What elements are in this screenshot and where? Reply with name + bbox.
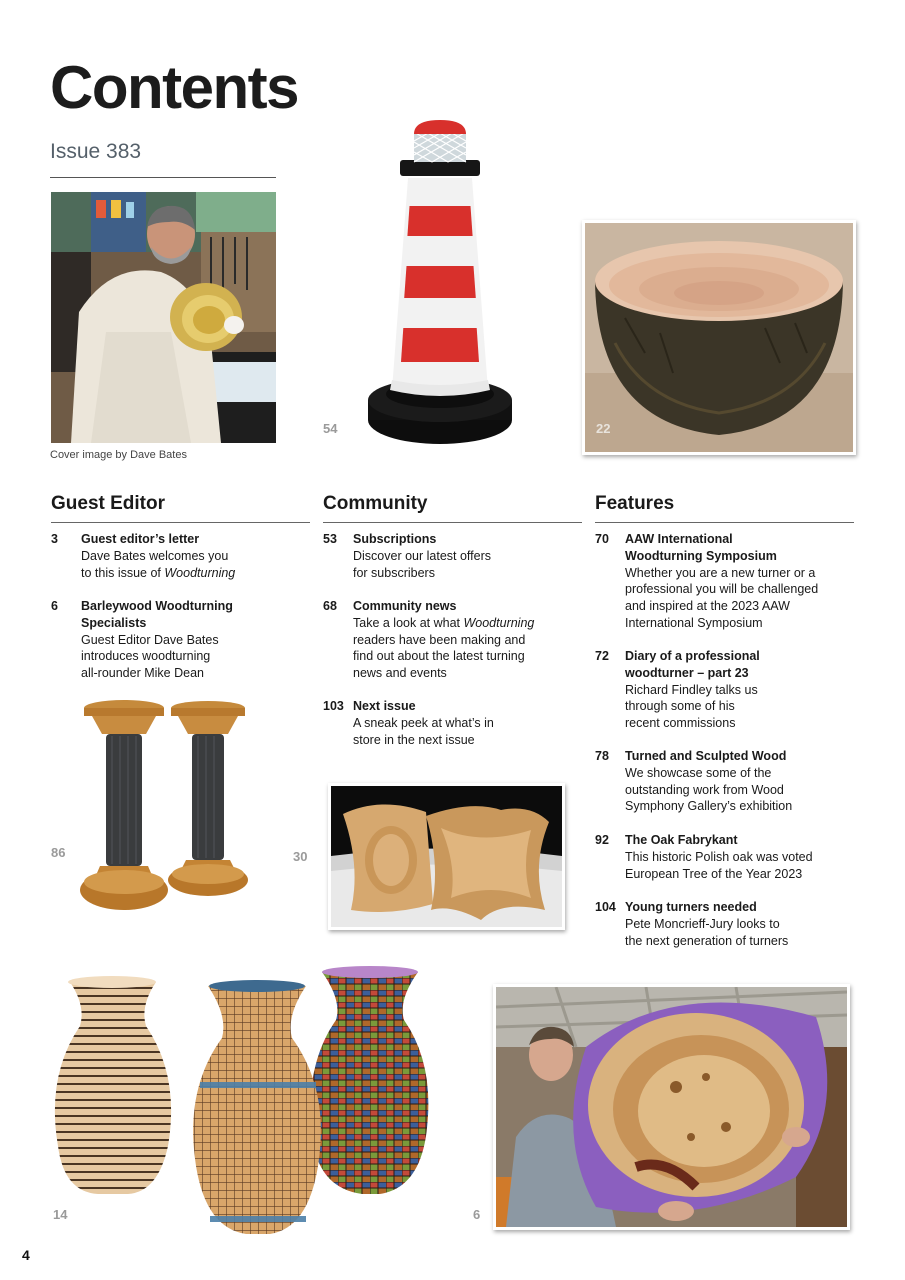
toc-entry-desc: recent commissions — [625, 716, 736, 731]
toc-entry-desc: outstanding work from Wood — [625, 782, 784, 797]
toc-entry-desc: professional you will be challenged — [625, 582, 819, 597]
toc-entry-desc: Symphony Gallery’s exhibition — [625, 799, 793, 814]
toc-entry-desc-text: to this issue of — [81, 565, 165, 580]
page-ref-bowl: 22 — [596, 421, 611, 436]
toc-entry-title: Community news — [353, 599, 457, 613]
cover-photo-illustration — [51, 192, 276, 443]
page-folio: 4 — [22, 1247, 30, 1263]
toc-entry-title: The Oak Fabrykant — [625, 833, 738, 847]
toc-page-number: 92 — [595, 833, 609, 847]
vases-illustration — [50, 966, 432, 1238]
burl-bowl-photo — [493, 984, 850, 1230]
vases-image — [50, 966, 432, 1238]
toc-entry-desc: A sneak peek at what’s in — [353, 715, 494, 730]
toc-entry-desc: through some of his — [625, 699, 735, 714]
toc-entry[interactable] — [595, 531, 845, 632]
toc-entry-desc: We showcase some of the — [625, 765, 772, 780]
toc-entry-title: Barleywood Woodturning Specialists — [81, 599, 233, 630]
toc-entry-desc: the next generation of turners — [625, 933, 789, 948]
toc-entry[interactable] — [595, 648, 845, 732]
toc-page-number: 103 — [323, 699, 344, 713]
toc-entry-desc: readers have been making and — [353, 632, 526, 647]
toc-page-number: 70 — [595, 532, 609, 546]
toc-page-number: 68 — [323, 599, 337, 613]
candlesticks-illustration — [78, 696, 258, 912]
toc-page-number: 72 — [595, 649, 609, 663]
toc-entry-title: Turned and Sculpted Wood — [625, 749, 787, 763]
toc-entry-desc: store in the next issue — [353, 732, 475, 747]
cover-photo — [51, 192, 276, 443]
toc-entry-desc: European Tree of the Year 2023 — [625, 866, 803, 881]
toc-entry[interactable] — [323, 531, 573, 581]
toc-entry-title: AAW International — [625, 532, 733, 546]
toc-entry-desc: for subscribers — [353, 565, 435, 580]
toc-entry-desc: Dave Bates welcomes you — [81, 548, 229, 563]
page-title: Contents — [50, 54, 298, 121]
toc-entry-desc: Pete Moncrieff-Jury looks to — [625, 916, 780, 931]
candlesticks-image — [78, 696, 258, 912]
toc-entry-desc: This historic Polish oak was voted — [625, 849, 813, 864]
page-ref-lighthouse: 54 — [323, 421, 338, 436]
toc-page-number: 3 — [51, 532, 58, 546]
toc-entry-desc-text: Take a look at what — [353, 615, 464, 630]
magazine-name: Woodturning — [463, 615, 535, 630]
section-divider-features — [595, 522, 854, 523]
toc-entry[interactable] — [51, 531, 301, 581]
toc-entry-desc: find out about the latest turning — [353, 649, 525, 664]
toc-entry-desc: Guest Editor Dave Bates — [81, 632, 219, 647]
section-heading-community: Community — [323, 493, 428, 514]
toc-entry[interactable] — [51, 598, 301, 682]
toc-entry-title: Diary of a professional — [625, 649, 760, 663]
toc-entry-title: Young turners needed — [625, 900, 757, 914]
carved-bowl-photo — [582, 220, 856, 455]
toc-entry-title: Next issue — [353, 699, 416, 713]
page-ref-sculpture: 30 — [293, 849, 308, 864]
section-heading-features: Features — [595, 493, 675, 514]
toc-entry-desc: all-rounder Mike Dean — [81, 666, 204, 681]
toc-entry-title: Woodturning Symposium — [625, 548, 777, 563]
lighthouse-image — [364, 118, 514, 448]
toc-page-number: 53 — [323, 532, 337, 546]
toc-entry-desc: International Symposium — [625, 615, 763, 630]
toc-entry-title: Guest editor’s letter — [81, 532, 200, 546]
section-divider-guest-editor — [51, 522, 310, 523]
burl-bowl-illustration — [496, 987, 847, 1227]
toc-entry-desc: and inspired at the 2023 AAW — [625, 599, 790, 614]
toc-entry-title: woodturner – part 23 — [625, 665, 749, 680]
toc-entry-desc: Richard Findley talks us — [625, 682, 758, 697]
section-divider-community — [323, 522, 582, 523]
page-ref-vases: 14 — [53, 1207, 68, 1222]
toc-entry-desc: introduces woodturning — [81, 649, 211, 664]
toc-entry[interactable] — [595, 832, 845, 882]
toc-entry[interactable] — [595, 899, 845, 949]
sculpture-illustration — [331, 786, 562, 927]
toc-entry-desc: Discover our latest offers — [353, 548, 492, 563]
sculpture-photo — [328, 783, 565, 930]
page-ref-candlesticks: 86 — [51, 845, 66, 860]
toc-page-number: 104 — [595, 900, 616, 914]
toc-entry-title: Subscriptions — [353, 532, 437, 546]
toc-entry-desc — [353, 615, 573, 632]
lighthouse-illustration — [364, 118, 514, 448]
toc-entry[interactable] — [595, 748, 845, 815]
magazine-name: Woodturning — [164, 565, 236, 580]
issue-number: Issue 383 — [50, 140, 142, 163]
section-heading-guest-editor: Guest Editor — [51, 493, 166, 514]
toc-entry[interactable] — [323, 598, 573, 682]
toc-entry-desc — [81, 565, 301, 582]
toc-entry[interactable] — [323, 698, 573, 748]
toc-page-number: 78 — [595, 749, 609, 763]
toc-entry-desc: Whether you are a new turner or a — [625, 565, 816, 580]
title-divider — [50, 177, 276, 178]
carved-bowl-illustration — [585, 223, 853, 452]
toc-page-number: 6 — [51, 599, 58, 613]
cover-caption: Cover image by Dave Bates — [50, 449, 187, 461]
page-ref-burl-bowl: 6 — [473, 1207, 481, 1222]
toc-entry-desc: news and events — [353, 666, 447, 681]
